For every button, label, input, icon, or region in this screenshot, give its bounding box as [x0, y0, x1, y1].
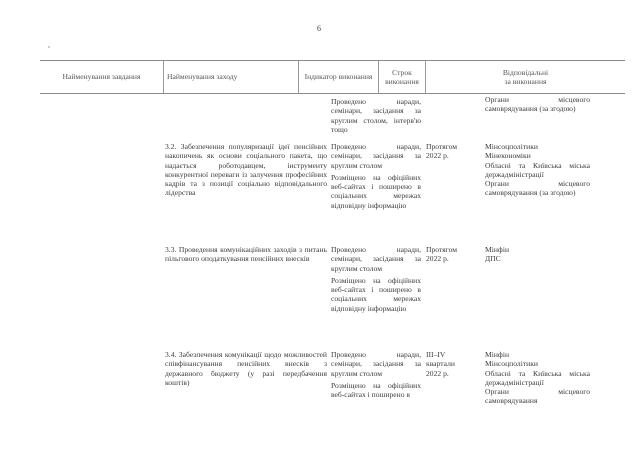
header-measure: Найменування заходу	[163, 61, 298, 93]
responsible-item: Мінекономіки	[485, 151, 531, 161]
table-header	[40, 60, 625, 94]
responsible-item: ДПС	[485, 254, 501, 264]
row2-responsible	[485, 245, 590, 264]
indicator-item: Розміщено на офіційних веб-сайтах і поширено в соціальних мережах відповідну інформацію	[331, 172, 421, 210]
responsible-item: Органи місцевого самоврядування	[485, 387, 590, 406]
row2-term: Протягом 2022 р.	[426, 245, 458, 264]
header-indicator: Індикатор виконання	[298, 61, 378, 93]
header-term-line1: Строк	[392, 67, 412, 77]
header-term	[378, 61, 425, 93]
header-task: Найменування завдання	[62, 72, 141, 82]
responsible-item: Мінсоцполітики	[485, 142, 538, 151]
responsible-item: Мінсоцполітики	[485, 359, 538, 369]
header-responsible-line1: Відповідальні	[502, 67, 549, 77]
row3-indicator	[331, 350, 421, 402]
row2-indicator	[331, 245, 421, 316]
responsible-item: Обласні та Київська міська держадміністрації	[485, 160, 590, 179]
row3-measure: 3.4. Забезпечення комунікації щодо можливостей співфінансування пенсійних внесків з державного бюджету (у разі передбачення коштів)	[165, 350, 327, 387]
row1-measure: 3.2. Забезпечення популяризації ідеї пенсійних накопичень як основи соціального пакета, що надається роботодавцем, інструменту конкурентної переваги із залучення професійних кадрів та з позиції соціально відповідального лідерства	[165, 142, 327, 198]
indicator-item: Проведено наради, семінари, засідання за круглим столом	[331, 245, 421, 273]
indicator-item: Розміщено на офіційних веб-сайтах і поширено в	[331, 380, 421, 400]
row1-responsible	[485, 142, 590, 198]
header-term-line2: виконання	[385, 77, 419, 86]
row0-responsible	[485, 95, 590, 114]
scan-speck	[48, 46, 50, 48]
row3-term: III–IV квартали 2022 р.	[426, 350, 455, 378]
indicator-item: Проведено наради, семінари, засідання за круглим столом	[331, 142, 421, 170]
responsible-item: Органи місцевого самоврядування (за згодою)	[485, 179, 590, 198]
row1-term: Протягом 2022 р.	[426, 142, 458, 161]
header-responsible	[425, 61, 625, 93]
indicator-item: Проведено наради, семінари, засідання за круглим столом, інтерв'ю тощо	[331, 97, 421, 134]
responsible-item: Органи місцевого самоврядування (за згодою)	[485, 95, 590, 114]
row3-responsible	[485, 350, 590, 406]
indicator-item: Проведено наради, семінари, засідання за круглим столом	[331, 350, 421, 378]
responsible-item: Мінфін	[485, 350, 510, 359]
responsible-item: Обласні та Київська міська держадміністрації	[485, 368, 590, 387]
row1-indicator	[331, 142, 421, 213]
responsible-item: Мінфін	[485, 245, 510, 254]
row2-measure: 3.3. Проведення комунікаційних заходів з питань пільгового оподаткування пенсійних внесків	[165, 245, 327, 264]
row0-indicator	[331, 97, 421, 134]
header-responsible-line2: за виконання	[504, 77, 547, 86]
indicator-item: Розміщено на офіційних веб-сайтах і поширено в соціальних мережах відповідну інформацію	[331, 275, 421, 313]
page-number: 6	[317, 24, 321, 33]
